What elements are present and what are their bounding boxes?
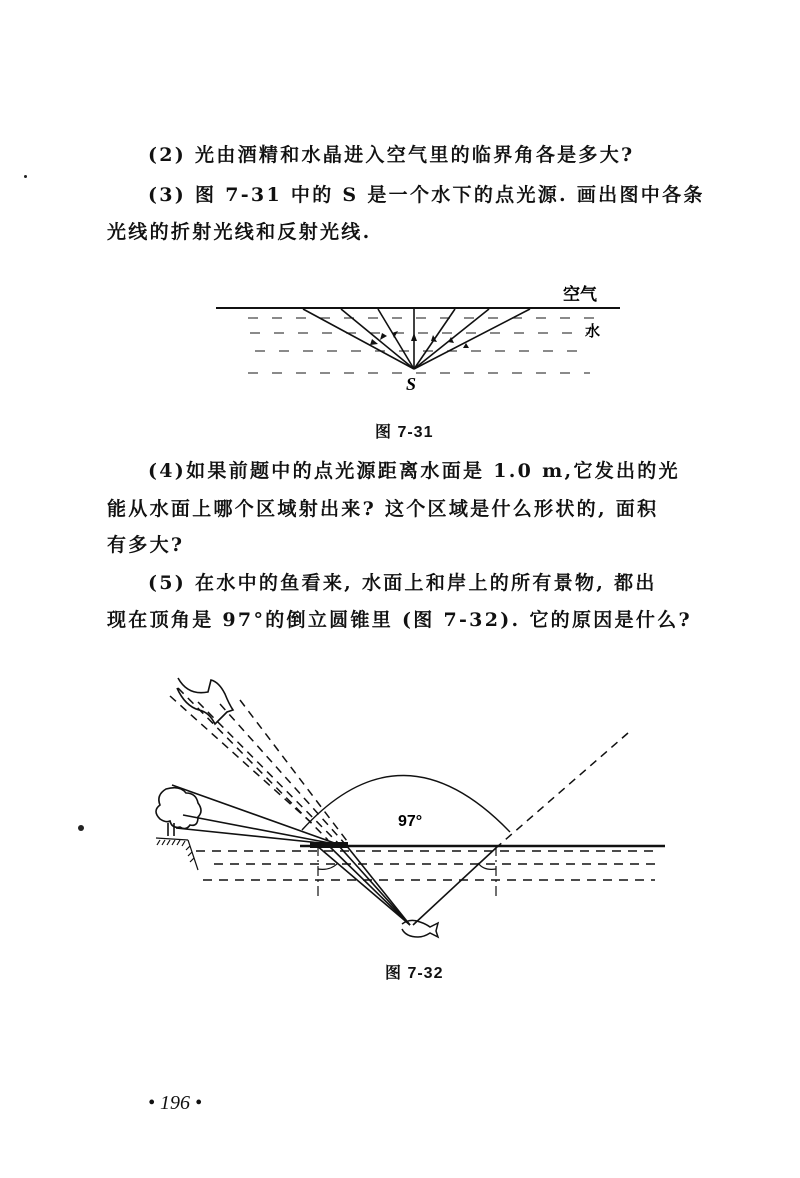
question-3-line-1: (3) 图 7-31 中的 S 是一个水下的点光源. 画出图中各条 (148, 184, 705, 206)
margin-speck (78, 825, 84, 831)
figure-7-31-diagram (200, 270, 650, 400)
question-4-line-1: (4)如果前题中的点光源距离水面是 1.0 m,它发出的光 (148, 460, 680, 482)
angle-label: 97° (398, 813, 423, 830)
page-number: • 196 • (148, 1092, 203, 1114)
question-2-line-1: (2) 光由酒精和水晶进入空气里的临界角各是多大? (148, 144, 635, 166)
figure-7-32-caption: 图 7-32 (385, 965, 444, 982)
question-4-line-3: 有多大? (107, 534, 185, 556)
label-air: 空气 (563, 285, 597, 305)
question-3-line-2: 光线的折射光线和反射光线. (107, 221, 372, 243)
figure-7-32-diagram (140, 660, 680, 940)
question-4-line-2: 能从水面上哪个区域射出来? 这个区域是什么形状的, 面积 (107, 498, 659, 520)
question-5-line-2: 现在顶角是 97°的倒立圆锥里 (图 7-32). 它的原因是什么? (107, 609, 692, 631)
figure-7-31-caption: 图 7-31 (375, 424, 434, 441)
label-water: 水 (585, 322, 601, 340)
question-5-line-1: (5) 在水中的鱼看来, 水面上和岸上的所有景物, 都出 (148, 572, 657, 594)
label-point-source: S (406, 374, 417, 394)
margin-speck (24, 175, 27, 178)
cloud-icon (177, 678, 233, 724)
